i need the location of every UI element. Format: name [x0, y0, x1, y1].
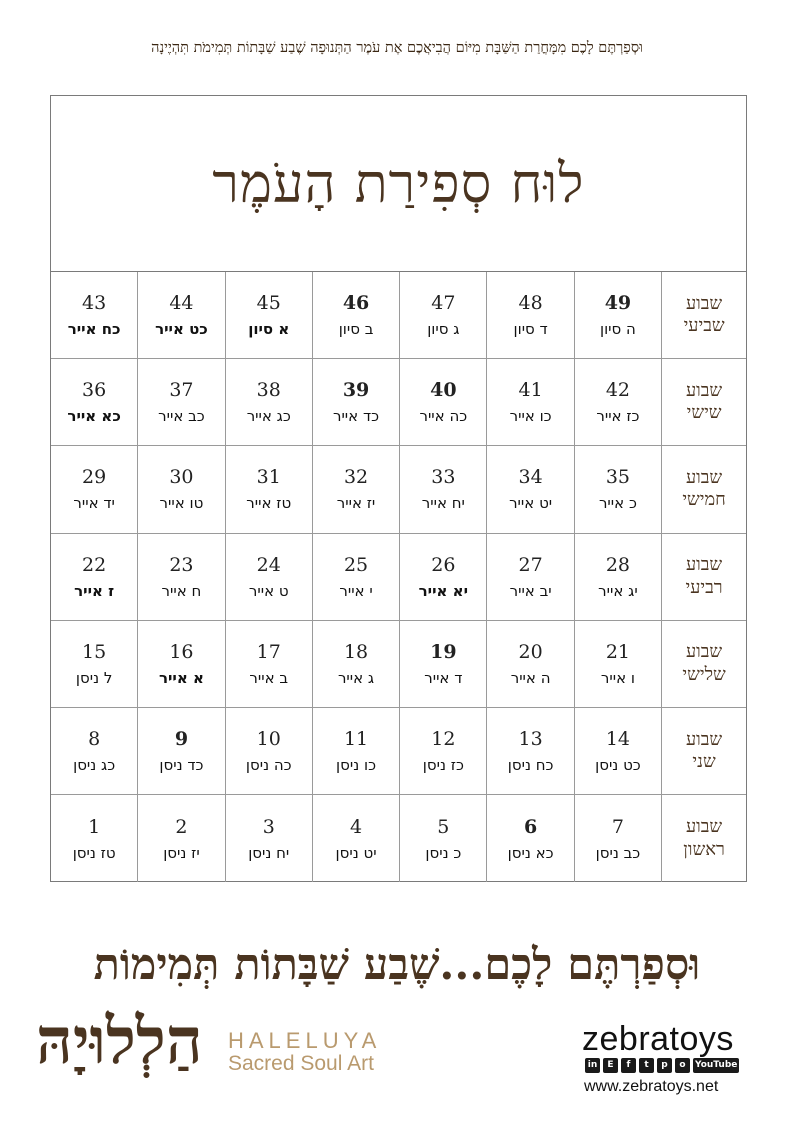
- hebrew-date: כא ניסן: [507, 843, 554, 862]
- hebrew-date: כה ניסן: [245, 756, 292, 775]
- hebrew-date: ז אייר: [74, 581, 115, 600]
- hebrew-date: כט ניסן: [595, 756, 641, 775]
- hebrew-date: ג סיון: [427, 320, 460, 339]
- week-label-line: חמישי: [682, 489, 726, 511]
- omer-day-number: 38: [256, 379, 281, 402]
- omer-day-number: 23: [169, 553, 194, 576]
- hebrew-date: טז ניסן: [72, 843, 116, 862]
- day-cell: [138, 359, 225, 446]
- hebrew-date: יד אייר: [73, 494, 115, 513]
- omer-day-number: 15: [82, 640, 107, 663]
- social-icon[interactable]: o: [675, 1058, 690, 1073]
- hebrew-date: כד ניסן: [159, 756, 204, 775]
- day-cell: [51, 272, 138, 359]
- hebrew-date: כג ניסן: [73, 756, 116, 775]
- hebrew-date: יז אייר: [336, 494, 376, 513]
- omer-day-number: 41: [518, 379, 543, 402]
- hebrew-date: כח ניסן: [507, 756, 554, 775]
- week-label-line: שביעי: [683, 315, 725, 337]
- day-cell: [51, 621, 138, 708]
- day-cell: [575, 446, 662, 533]
- brand-name: zebratoys: [582, 1020, 734, 1058]
- day-cell: [226, 621, 313, 708]
- social-icon[interactable]: in: [585, 1058, 600, 1073]
- day-cell: [313, 534, 400, 621]
- omer-day-number: 24: [256, 553, 281, 576]
- hebrew-date: טו אייר: [159, 494, 204, 513]
- day-cell: [226, 795, 313, 882]
- day-cell: [575, 621, 662, 708]
- omer-day-number: 49: [604, 292, 632, 315]
- omer-day-number: 28: [605, 553, 631, 576]
- omer-day-number: 36: [82, 379, 107, 402]
- omer-day-number: 10: [256, 728, 281, 751]
- hebrew-date: ה אייר: [510, 668, 551, 687]
- hebrew-date: ו אייר: [600, 668, 635, 687]
- day-cell: [400, 272, 487, 359]
- omer-day-number: 9: [174, 728, 189, 751]
- omer-day-number: 27: [518, 553, 543, 576]
- bottom-verse: וּסְפַרְתֶּם לָכֶם...שֶׁבַע שַׁבָּתוֹת תְּמִימוֹת: [93, 940, 701, 990]
- day-cell: [313, 446, 400, 533]
- day-cell: [400, 621, 487, 708]
- day-cell: [400, 534, 487, 621]
- hebrew-date: א סיון: [248, 320, 290, 339]
- day-cell: [313, 708, 400, 795]
- hebrew-date: ב אייר: [249, 668, 289, 687]
- week-label: [662, 359, 746, 446]
- week-label-line: שבוע: [685, 466, 723, 488]
- hebrew-date: יט ניסן: [335, 843, 377, 862]
- day-cell: [313, 359, 400, 446]
- omer-day-number: 44: [169, 292, 194, 315]
- day-cell: [313, 621, 400, 708]
- social-icon[interactable]: t: [639, 1058, 654, 1073]
- social-icon[interactable]: E: [603, 1058, 618, 1073]
- omer-day-number: 4: [349, 815, 363, 838]
- omer-day-number: 40: [430, 379, 457, 402]
- omer-day-number: 37: [169, 379, 194, 402]
- day-cell: [51, 534, 138, 621]
- week-label: [662, 446, 746, 533]
- omer-day-number: 29: [82, 466, 107, 489]
- day-cell: [313, 795, 400, 882]
- omer-day-number: 21: [605, 640, 631, 663]
- day-cell: [51, 795, 138, 882]
- social-icons: [585, 1058, 739, 1073]
- hebrew-date: כו ניסן: [336, 756, 377, 775]
- omer-day-number: 2: [175, 815, 188, 838]
- hebrew-date: יט אייר: [509, 494, 553, 513]
- week-label-line: שלישי: [682, 663, 726, 685]
- omer-day-number: 34: [518, 466, 543, 489]
- omer-day-number: 33: [431, 466, 456, 489]
- hebrew-date: כג אייר: [246, 407, 291, 426]
- hebrew-date: כד אייר: [332, 407, 380, 426]
- omer-day-number: 14: [605, 728, 631, 751]
- hebrew-date: יב אייר: [509, 581, 552, 600]
- omer-day-number: 25: [343, 553, 369, 576]
- omer-day-number: 13: [518, 728, 543, 751]
- day-cell: [575, 359, 662, 446]
- day-cell: [487, 621, 574, 708]
- day-cell: [400, 708, 487, 795]
- omer-day-number: 7: [611, 815, 624, 838]
- week-label-line: שבוע: [685, 292, 723, 314]
- omer-day-number: 35: [605, 466, 631, 489]
- hebrew-date: כז אייר: [596, 407, 640, 426]
- omer-day-number: 46: [342, 292, 370, 315]
- omer-grid: [51, 272, 746, 882]
- omer-day-number: 26: [431, 553, 456, 576]
- hebrew-date: טז אייר: [246, 494, 292, 513]
- day-cell: [138, 446, 225, 533]
- omer-day-number: 3: [262, 815, 275, 838]
- omer-day-number: 20: [518, 640, 543, 663]
- omer-day-number: 1: [88, 815, 101, 838]
- omer-day-number: 19: [430, 640, 457, 663]
- day-cell: [226, 272, 313, 359]
- day-cell: [138, 795, 225, 882]
- hebrew-date: כב ניסן: [595, 843, 641, 862]
- hebrew-date: יג אייר: [598, 581, 638, 600]
- omer-day-number: 39: [342, 379, 370, 402]
- day-cell: [400, 446, 487, 533]
- hebrew-date: כט אייר: [155, 320, 208, 339]
- day-cell: [138, 272, 225, 359]
- logo-tagline: Sacred Soul Art: [228, 1052, 374, 1075]
- omer-day-number: 18: [343, 640, 369, 663]
- hebrew-date: כו אייר: [509, 407, 552, 426]
- omer-day-number: 31: [256, 466, 281, 489]
- hebrew-date: א אייר: [158, 668, 204, 687]
- omer-chart: [50, 95, 747, 882]
- week-label-line: שבוע: [685, 728, 723, 750]
- omer-day-number: 6: [524, 815, 538, 838]
- week-label-line: ראשון: [683, 838, 725, 860]
- week-label-line: רביעי: [685, 576, 723, 598]
- day-cell: [575, 272, 662, 359]
- omer-day-number: 32: [343, 466, 369, 489]
- day-cell: [487, 795, 574, 882]
- omer-day-number: 12: [431, 728, 456, 751]
- hebrew-date: ט אייר: [248, 581, 289, 600]
- omer-day-number: 43: [82, 292, 107, 315]
- omer-day-number: 30: [169, 466, 194, 489]
- omer-day-number: 16: [169, 640, 194, 663]
- omer-day-number: 5: [437, 815, 450, 838]
- hebrew-date: יח אייר: [421, 494, 465, 513]
- haleluya-logo: הַלְלוּיָהּ: [36, 1004, 203, 1079]
- day-cell: [487, 272, 574, 359]
- title-box: [51, 96, 746, 272]
- social-icon[interactable]: p: [657, 1058, 672, 1073]
- hebrew-date: יז ניסן: [163, 843, 200, 862]
- hebrew-date: ל ניסן: [75, 668, 113, 687]
- day-cell: [487, 359, 574, 446]
- day-cell: [487, 534, 574, 621]
- hebrew-date: כז ניסן: [422, 756, 464, 775]
- social-icon[interactable]: f: [621, 1058, 636, 1073]
- omer-day-number: 45: [256, 292, 281, 315]
- day-cell: [226, 359, 313, 446]
- day-cell: [487, 446, 574, 533]
- day-cell: [51, 359, 138, 446]
- week-label-line: שבוע: [685, 816, 723, 838]
- hebrew-date: ג אייר: [337, 668, 375, 687]
- week-label-line: שני: [692, 751, 716, 773]
- top-verse: וּסְפַרְתֶּם לָכֶם מִמָּחֳרַת הַשַּׁבָּת מִיּוֹם הֲבִיאֲכֶם אֶת עֹמֶר הַתְּנוּפָה שֶׁבַע שַׁבָּתוֹת תְּמִימֹת תִּהְיֶינָה: [151, 40, 643, 56]
- omer-day-number: 42: [605, 379, 631, 402]
- hebrew-date: כב אייר: [158, 407, 205, 426]
- day-cell: [400, 359, 487, 446]
- hebrew-date: ח אייר: [161, 581, 202, 600]
- omer-day-number: 8: [88, 728, 101, 751]
- hebrew-date: כה אייר: [419, 407, 468, 426]
- week-label: [662, 621, 746, 708]
- hebrew-date: ד סיון: [513, 320, 548, 339]
- hebrew-date: ה סיון: [600, 320, 636, 339]
- day-cell: [226, 708, 313, 795]
- week-label-line: שבוע: [685, 554, 723, 576]
- hebrew-date: כ אייר: [598, 494, 637, 513]
- hebrew-date: ד אייר: [424, 668, 463, 687]
- day-cell: [138, 621, 225, 708]
- chart-title: לוּח סְפִירַת הָעֹמֶר: [212, 152, 585, 215]
- week-label: [662, 795, 746, 882]
- day-cell: [400, 795, 487, 882]
- hebrew-date: י אייר: [339, 581, 373, 600]
- hebrew-date: כ ניסן: [425, 843, 462, 862]
- week-label: [662, 708, 746, 795]
- hebrew-date: כח אייר: [67, 320, 121, 339]
- omer-day-number: 48: [518, 292, 543, 315]
- omer-day-number: 22: [82, 553, 107, 576]
- day-cell: [226, 534, 313, 621]
- day-cell: [313, 272, 400, 359]
- week-label: [662, 272, 746, 359]
- day-cell: [575, 795, 662, 882]
- week-label: [662, 534, 746, 621]
- week-label-line: שישי: [686, 402, 722, 424]
- day-cell: [575, 708, 662, 795]
- day-cell: [138, 534, 225, 621]
- logo-name: HALELUYA: [228, 1028, 382, 1053]
- day-cell: [138, 708, 225, 795]
- week-label-line: שבוע: [685, 641, 723, 663]
- social-icon[interactable]: YouTube: [693, 1058, 739, 1073]
- hebrew-date: ב סיון: [338, 320, 374, 339]
- website-link[interactable]: www.zebratoys.net: [584, 1078, 719, 1095]
- omer-day-number: 17: [256, 640, 281, 663]
- week-label-line: שבוע: [685, 379, 723, 401]
- hebrew-date: יח ניסן: [248, 843, 290, 862]
- omer-day-number: 47: [431, 292, 456, 315]
- hebrew-date: יא אייר: [418, 581, 468, 600]
- day-cell: [51, 708, 138, 795]
- day-cell: [226, 446, 313, 533]
- omer-day-number: 11: [343, 728, 369, 751]
- day-cell: [51, 446, 138, 533]
- hebrew-date: כא אייר: [67, 407, 121, 426]
- day-cell: [487, 708, 574, 795]
- day-cell: [575, 534, 662, 621]
